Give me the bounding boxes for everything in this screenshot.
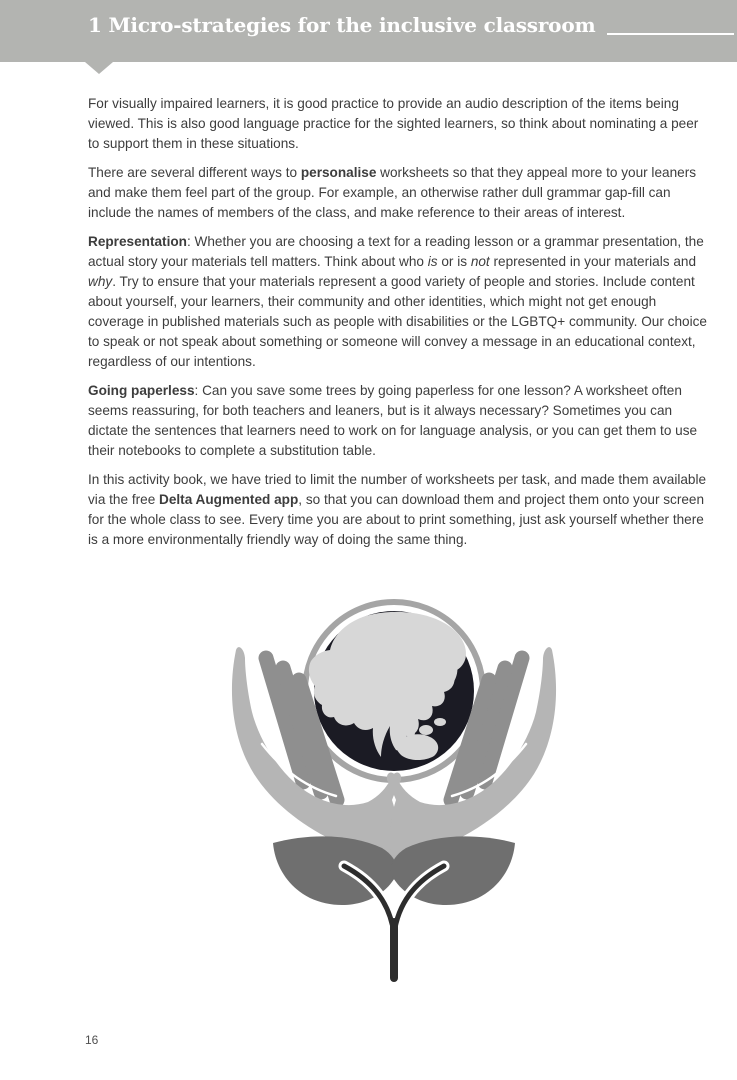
page-number: 16: [85, 1033, 99, 1047]
chapter-title: 1 Micro-strategies for the inclusive classroom: [88, 13, 596, 37]
paragraph-going-paperless: Going paperless: Can you save some trees by going paperless for one lesson? A worksheet often seems reassuring, for both teachers and leaners, but is it always necessary? Sometimes you can dictate the sentences that learners need to work on for language analysis, or you can get them to use their notebooks to complete a substitution table.: [88, 383, 698, 458]
chapter-header-band: [0, 0, 737, 62]
paragraph-activity-book: In this activity book, we have tried to limit the number of worksheets per task, and made them available via the free Delta Augmented app, so that you can download them and project them onto your screen for the whole class to see. Every time you are about to print something, just ask yourself whether there is a more environmentally friendly way of doing the same thing.: [88, 472, 707, 547]
island-borneo: [419, 725, 433, 735]
island-new-guinea: [434, 718, 446, 726]
paragraph-audio-description: For visually impaired learners, it is good practice to provide an audio description of the items being viewed. This is also good language practice for the sighted learners, so think about nominating a peer to support them in these situations.: [88, 96, 699, 151]
paragraph-representation: Representation: Whether you are choosing a text for a reading lesson or a grammar presentation, the actual story your materials tell matters. Think about who is or is not represented in your materials and why. Try to ensure that your materials represent a good variety of people and stories. Include content about yourself, your learners, their community and other identities, which might not get enough coverage in published materials such as people with disabilities or the LGBTQ+ community. Our choice to speak or not speak about something or someone will convey a message in an educational context, regardless of our intentions.: [88, 234, 707, 369]
body-text: [88, 94, 713, 559]
hands-holding-globe-illustration: [0, 580, 737, 1020]
header-band-tail-icon: [85, 62, 113, 74]
title-underline: [607, 33, 734, 35]
paragraph-personalise: There are several different ways to personalise worksheets so that they appeal more to your leaners and make them feel part of the group. For example, an otherwise rather dull grammar gap-fill can include the names of members of the class, and make reference to their areas of interest.: [88, 165, 697, 220]
